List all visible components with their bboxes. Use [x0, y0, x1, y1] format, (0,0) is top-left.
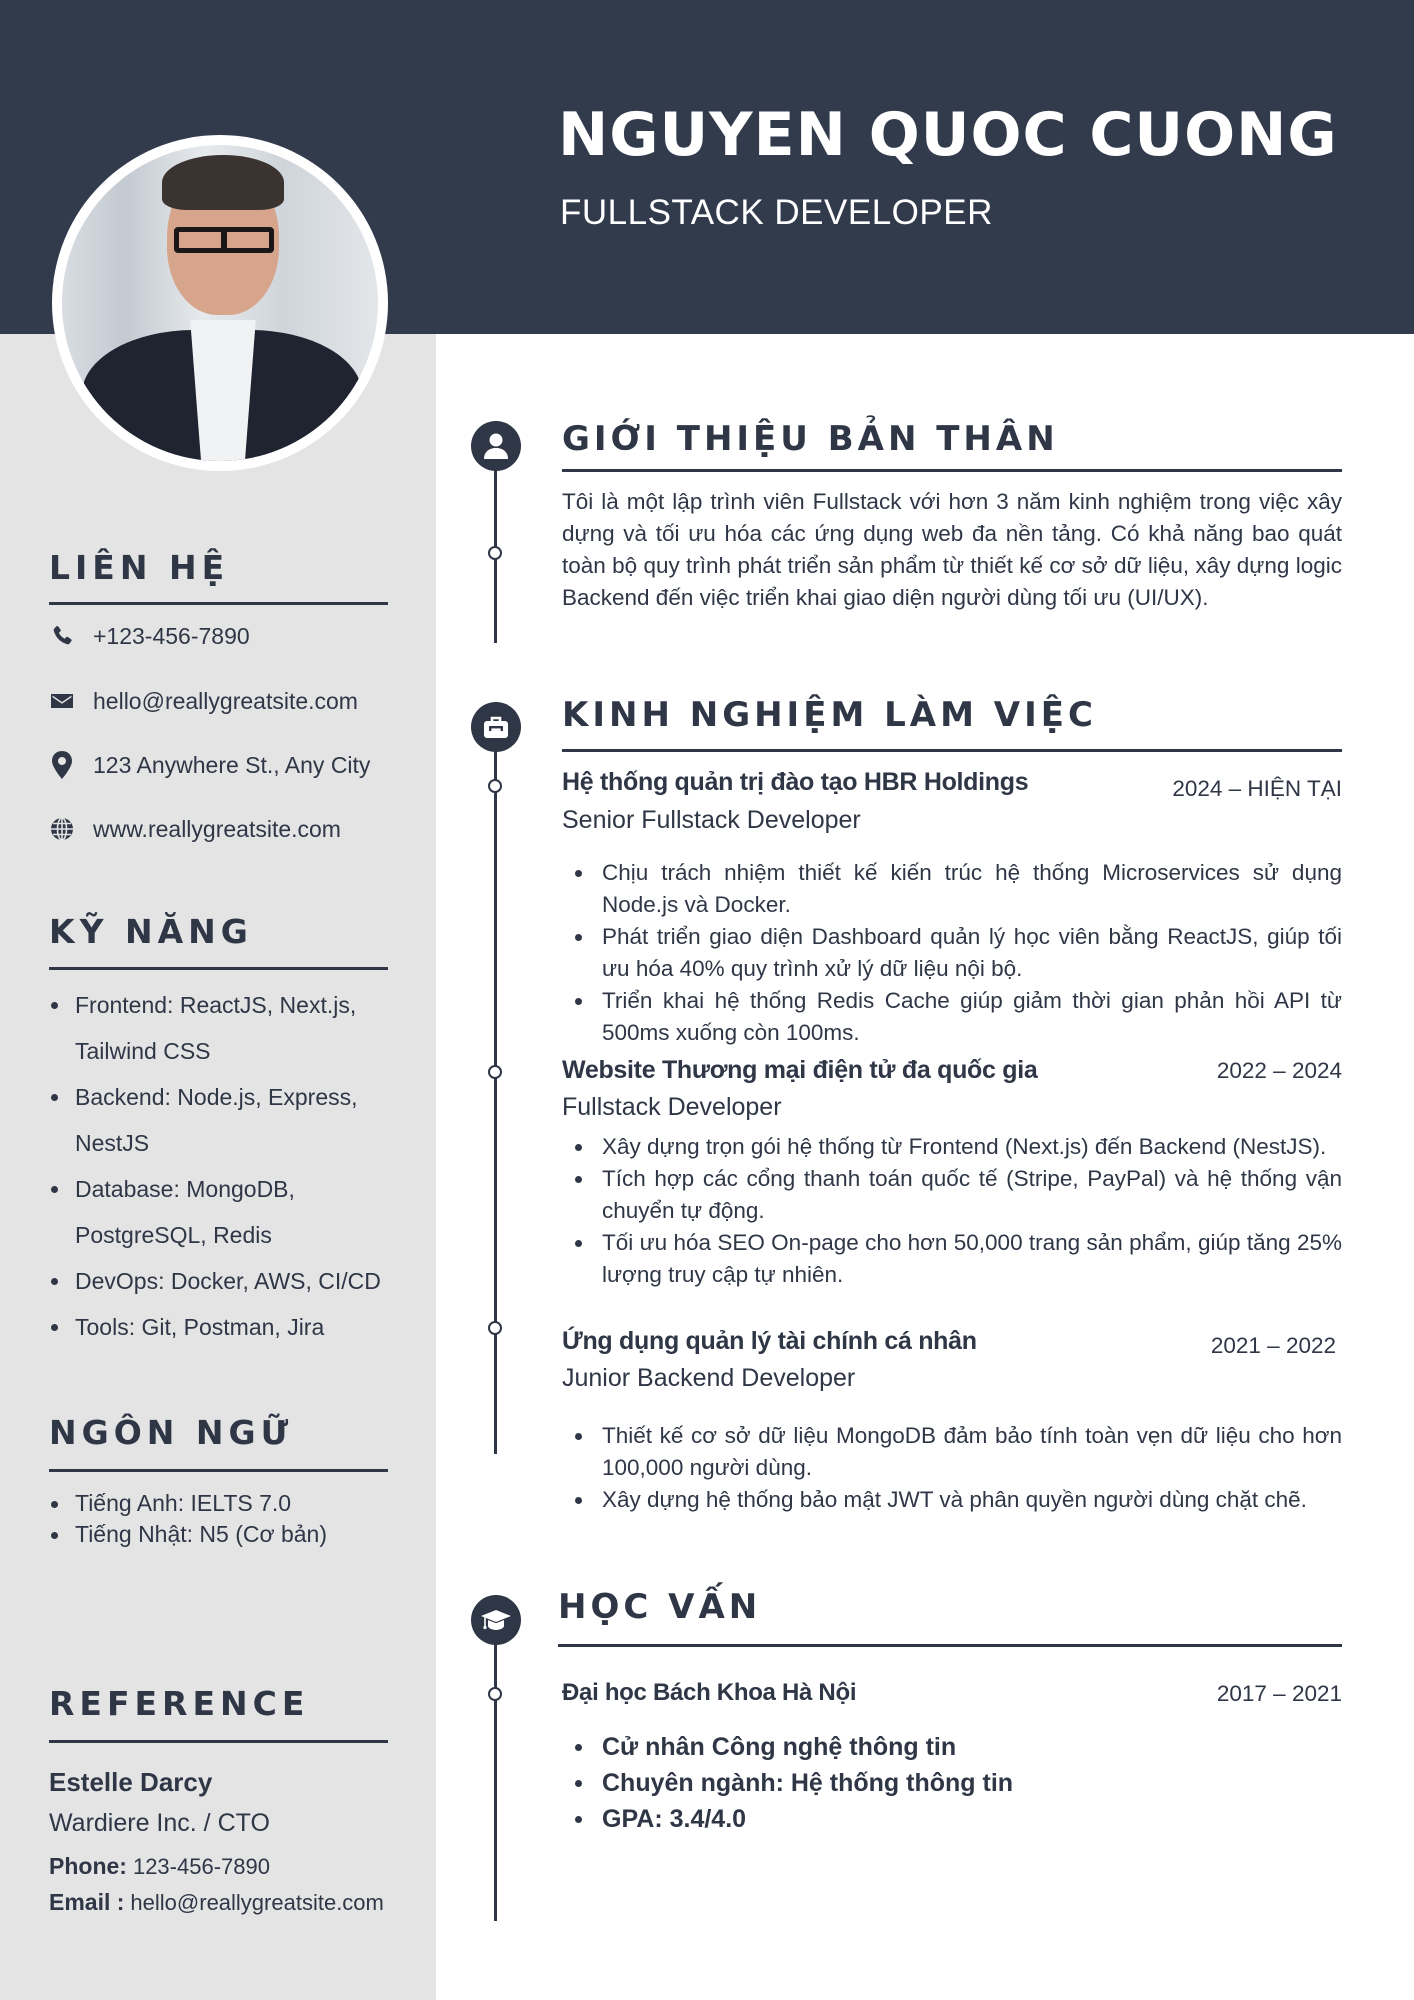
language-item: Tiếng Anh: IELTS 7.0 — [49, 1488, 409, 1519]
graduation-cap-icon — [471, 1595, 521, 1645]
reference-email — [49, 1889, 384, 1916]
contact-website — [49, 813, 341, 845]
timeline-line-experience — [494, 727, 497, 1454]
job-date: 2022 – 2024 — [1216, 1058, 1342, 1083]
languages-section-title: NGÔN NGỮ — [49, 1413, 294, 1452]
education-section-title: HỌC VẤN — [558, 1587, 762, 1627]
reference-phone — [49, 1853, 270, 1880]
location-pin-icon — [49, 752, 75, 778]
candidate-name: NGUYEN QUOC CUONG — [558, 100, 1338, 170]
education-school: Đại học Bách Khoa Hà Nội — [562, 1679, 857, 1706]
email-icon — [49, 688, 75, 714]
reference-email-value: hello@reallygreatsite.com — [130, 1890, 384, 1915]
reference-name: Estelle Darcy — [49, 1767, 213, 1797]
reference-company: Wardiere Inc. / CTO — [49, 1809, 270, 1837]
reference-phone-value: 123-456-7890 — [132, 1854, 270, 1879]
education-bullets — [562, 1729, 1342, 1837]
avatar-hair — [162, 155, 284, 210]
contact-phone-text: +123-456-7890 — [93, 622, 250, 649]
job-company: Ứng dụng quản lý tài chính cá nhân — [562, 1327, 977, 1355]
job-bullet: Tối ưu hóa SEO On-page cho hơn 50,000 trang sản phẩm, giúp tăng 25% lượng truy cập tự nhiên. — [562, 1227, 1342, 1291]
reference-section-title: REFERENCE — [49, 1684, 310, 1723]
contact-email — [49, 685, 358, 717]
job-bullet: Thiết kế cơ sở dữ liệu MongoDB đảm bảo tính toàn vẹn dữ liệu cho hơn 100,000 người dùng. — [562, 1420, 1342, 1484]
contact-divider — [49, 602, 388, 605]
job-role: Fullstack Developer — [562, 1093, 782, 1121]
about-text: Tôi là một lập trình viên Fullstack với hơn 3 năm kinh nghiệm trong việc xây dựng và tối ưu hóa các ứng dụng web đa nền tảng. Có khả năng bao quát toàn bộ quy trình phát triển sản phẩm từ thiết kế cơ sở dữ liệu, xây dựng logic Backend đến việc triển khai giao diện người dùng tối ưu (UI/UX). — [562, 489, 1342, 610]
skill-item: Tools: Git, Postman, Jira — [49, 1304, 394, 1350]
skills-divider — [49, 967, 388, 970]
contact-section-title: LIÊN HỆ — [49, 548, 230, 587]
briefcase-icon — [471, 702, 521, 752]
job-role: Junior Backend Developer — [562, 1364, 856, 1392]
languages-list — [49, 1488, 409, 1550]
contact-phone — [49, 620, 250, 652]
skill-item: DevOps: Docker, AWS, CI/CD — [49, 1258, 394, 1304]
job-bullets — [562, 857, 1342, 1049]
job-bullets — [562, 1420, 1342, 1516]
experience-section-title: KINH NGHIỆM LÀM VIỆC — [562, 695, 1097, 735]
timeline-dot — [488, 546, 502, 560]
experience-divider — [562, 749, 1342, 752]
job-bullet: Xây dựng trọn gói hệ thống từ Frontend (Next.js) đến Backend (NestJS). — [562, 1131, 1342, 1163]
timeline-dot — [488, 779, 502, 793]
skill-item: Frontend: ReactJS, Next.js, Tailwind CSS — [49, 982, 394, 1074]
skills-list — [49, 982, 394, 1350]
job-bullets — [562, 1131, 1342, 1291]
contact-website-text: www.reallygreatsite.com — [93, 815, 341, 842]
education-bullet: Cử nhân Công nghệ thông tin — [562, 1729, 1342, 1765]
job-role: Senior Fullstack Developer — [562, 806, 861, 834]
timeline-dot — [488, 1687, 502, 1701]
candidate-title: FULLSTACK DEVELOPER — [560, 193, 993, 232]
languages-divider — [49, 1469, 388, 1472]
skills-section-title: KỸ NĂNG — [49, 912, 253, 951]
timeline-line-about — [494, 446, 497, 643]
about-section-title: GIỚI THIỆU BẢN THÂN — [562, 419, 1059, 459]
job-company: Website Thương mại điện tử đa quốc gia — [562, 1056, 1038, 1084]
education-divider — [558, 1644, 1342, 1647]
reference-divider — [49, 1740, 388, 1743]
job-date: 2021 – 2022 — [1210, 1333, 1336, 1358]
timeline-dot — [488, 1065, 502, 1079]
job-bullet: Chịu trách nhiệm thiết kế kiến trúc hệ thống Microservices sử dụng Node.js và Docker. — [562, 857, 1342, 921]
education-date: 2017 – 2021 — [1216, 1681, 1342, 1706]
reference-email-label: Email : — [49, 1889, 125, 1915]
job-company: Hệ thống quản trị đào tạo HBR Holdings — [562, 768, 1029, 796]
contact-address — [49, 749, 370, 781]
user-icon — [471, 421, 521, 471]
skill-item: Database: MongoDB, PostgreSQL, Redis — [49, 1166, 394, 1258]
avatar-glasses — [174, 227, 274, 253]
education-bullet: GPA: 3.4/4.0 — [562, 1801, 1342, 1837]
job-date: 2024 – HIỆN TẠI — [1172, 776, 1342, 801]
about-divider — [562, 469, 1342, 472]
job-bullet: Triển khai hệ thống Redis Cache giúp giảm thời gian phản hồi API từ 500ms xuống còn 100ms. — [562, 985, 1342, 1049]
phone-icon — [49, 623, 75, 649]
avatar — [62, 145, 378, 461]
reference-phone-label: Phone: — [49, 1853, 127, 1879]
globe-icon — [49, 816, 75, 842]
timeline-line-education — [494, 1620, 497, 1921]
language-item: Tiếng Nhật: N5 (Cơ bản) — [49, 1519, 409, 1550]
timeline-dot — [488, 1321, 502, 1335]
contact-address-text: 123 Anywhere St., Any City — [93, 751, 371, 778]
job-bullet: Tích hợp các cổng thanh toán quốc tế (Stripe, PayPal) và hệ thống vận chuyển tự động. — [562, 1163, 1342, 1227]
skill-item: Backend: Node.js, Express, NestJS — [49, 1074, 394, 1166]
contact-email-text: hello@reallygreatsite.com — [93, 687, 358, 714]
job-bullet: Phát triển giao diện Dashboard quản lý học viên bằng ReactJS, giúp tối ưu hóa 40% quy trình xử lý dữ liệu nội bộ. — [562, 921, 1342, 985]
education-bullet: Chuyên ngành: Hệ thống thông tin — [562, 1765, 1342, 1801]
job-bullet: Xây dựng hệ thống bảo mật JWT và phân quyền người dùng chặt chẽ. — [562, 1484, 1342, 1516]
